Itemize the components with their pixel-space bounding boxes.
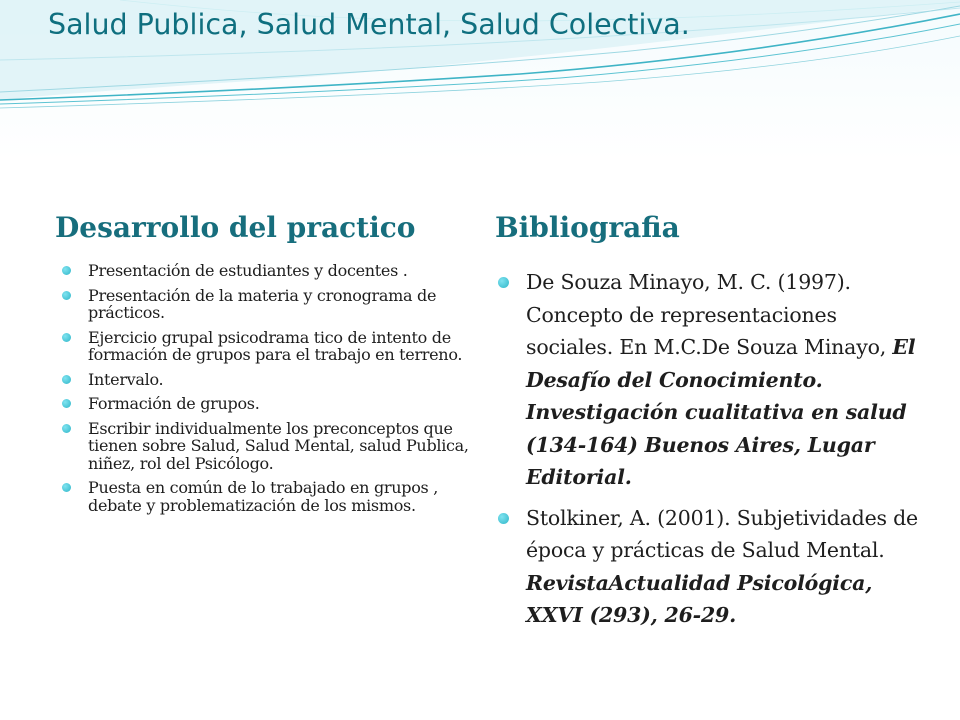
list-item [62,262,482,280]
list-item [62,479,482,514]
section-heading-bibliografia: Bibliografia [495,211,680,244]
list-item [62,395,482,413]
list-item [62,287,482,322]
reference-source: El Desafío del Conocimiento. Investigación cualitativa en salud (134-164) Buenos Aires, Lugar Editorial. [526,335,916,489]
list-item [62,371,482,389]
section-heading-desarrollo: Desarrollo del practico [55,211,416,244]
bullet-icon [62,399,71,408]
reference-source: RevistaActualidad Psicológica, XXVI (293), 26-29. [526,570,873,627]
slide-title: Salud Publica, Salud Mental, Salud Colectiva. [48,8,690,41]
bullet-icon [498,277,509,288]
list-item-text: Puesta en común de lo trabajado en grupos , debate y problematización de los mismos. [88,478,439,515]
list-item [62,420,482,473]
list-item-text: Formación de grupos. [88,394,260,413]
list-item [62,329,482,364]
bullet-icon [62,291,71,300]
bullet-icon [62,333,71,342]
bibliography-list [498,266,928,640]
list-item-text: Presentación de estudiantes y docentes . [88,261,408,280]
reference-text: Stolkiner, A. (2001). Subjetividades de época y prácticas de Salud Mental. [526,505,918,562]
list-item-text: Ejercicio grupal psicodrama tico de intento de formación de grupos para el trabajo en terreno. [88,327,463,364]
reference-text: De Souza Minayo, M. C. (1997). Concepto de representaciones sociales. En M.C.De Souza Minayo, [526,270,893,359]
list-item-text: Escribir individualmente los preconceptos que tienen sobre Salud, Salud Mental, salud Publica, niñez, rol del Psicólogo. [88,418,469,473]
bullet-icon [498,513,509,524]
bibliography-entry [498,266,928,494]
list-item-text: Intervalo. [88,369,164,389]
bullet-icon [62,375,71,384]
practice-steps-list [62,262,482,521]
bullet-icon [62,483,71,492]
bullet-icon [62,266,71,275]
bibliography-entry [498,502,928,632]
list-item-text: Presentación de la materia y cronograma de prácticos. [88,285,437,322]
bullet-icon [62,424,71,433]
